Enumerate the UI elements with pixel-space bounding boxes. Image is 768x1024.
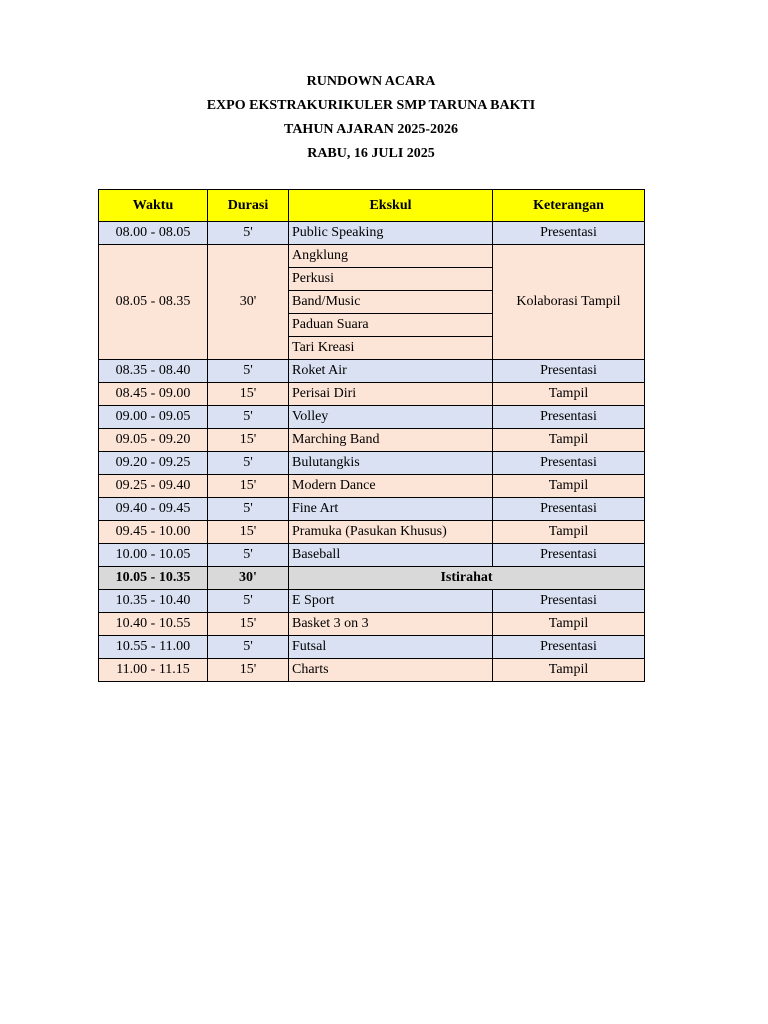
cell-waktu: 09.45 - 10.00 [99,521,208,544]
cell-durasi: 5' [208,636,289,659]
title-line-3: TAHUN AJARAN 2025-2026 [284,122,458,137]
cell-ekskul: Volley [289,406,493,429]
cell-ekskul: Charts [289,659,493,682]
cell-ekskul: Band/Music [289,291,493,314]
cell-waktu: 08.00 - 08.05 [99,222,208,245]
table-row [99,659,645,682]
table-header-row [99,190,645,222]
cell-keterangan: Tampil [493,521,645,544]
table-row [99,613,645,636]
cell-keterangan: Kolaborasi Tampil [493,245,645,360]
cell-ekskul: Tari Kreasi [289,337,493,360]
cell-ekskul: Modern Dance [289,475,493,498]
cell-durasi: 15' [208,475,289,498]
cell-ekskul: Roket Air [289,360,493,383]
cell-waktu: 10.05 - 10.35 [99,567,208,590]
document-title [0,70,742,166]
cell-durasi: 5' [208,590,289,613]
cell-waktu: 10.35 - 10.40 [99,590,208,613]
cell-durasi: 15' [208,429,289,452]
cell-durasi: 5' [208,406,289,429]
cell-ekskul: Basket 3 on 3 [289,613,493,636]
table-row [99,590,645,613]
cell-keterangan: Presentasi [493,360,645,383]
cell-waktu: 11.00 - 11.15 [99,659,208,682]
cell-ekskul: Perkusi [289,268,493,291]
cell-durasi: 15' [208,659,289,682]
table-row [99,544,645,567]
cell-durasi: 5' [208,360,289,383]
cell-ekskul: Fine Art [289,498,493,521]
cell-keterangan: Tampil [493,383,645,406]
table-row [99,429,645,452]
cell-keterangan: Presentasi [493,544,645,567]
cell-keterangan: Presentasi [493,590,645,613]
cell-keterangan: Presentasi [493,222,645,245]
table-row [99,383,645,406]
cell-istirahat: Istirahat [289,567,645,590]
cell-ekskul: E Sport [289,590,493,613]
cell-durasi: 15' [208,521,289,544]
table-row [99,521,645,544]
cell-waktu: 08.35 - 08.40 [99,360,208,383]
table-row [99,498,645,521]
cell-waktu: 09.00 - 09.05 [99,406,208,429]
cell-durasi: 5' [208,222,289,245]
rundown-table [98,189,645,682]
cell-waktu: 09.40 - 09.45 [99,498,208,521]
table-row [99,222,645,245]
table-row [99,636,645,659]
cell-ekskul: Angklung [289,245,493,268]
table-row-break [99,567,645,590]
column-header-keterangan: Keterangan [493,190,645,222]
table-row [99,452,645,475]
title-line-4: RABU, 16 JULI 2025 [307,146,435,161]
cell-waktu: 09.25 - 09.40 [99,475,208,498]
cell-keterangan: Presentasi [493,406,645,429]
cell-waktu: 10.55 - 11.00 [99,636,208,659]
cell-keterangan: Presentasi [493,498,645,521]
cell-waktu: 09.05 - 09.20 [99,429,208,452]
cell-durasi: 5' [208,544,289,567]
cell-keterangan: Tampil [493,613,645,636]
cell-durasi: 30' [208,245,289,360]
cell-ekskul: Perisai Diri [289,383,493,406]
cell-ekskul: Baseball [289,544,493,567]
cell-keterangan: Presentasi [493,452,645,475]
cell-durasi: 15' [208,613,289,636]
table-row [99,406,645,429]
table-row [99,475,645,498]
column-header-waktu: Waktu [99,190,208,222]
cell-durasi: 5' [208,452,289,475]
cell-waktu: 08.05 - 08.35 [99,245,208,360]
cell-keterangan: Tampil [493,659,645,682]
cell-ekskul: Bulutangkis [289,452,493,475]
cell-durasi: 15' [208,383,289,406]
table-row [99,360,645,383]
cell-ekskul: Paduan Suara [289,314,493,337]
cell-ekskul: Pramuka (Pasukan Khusus) [289,521,493,544]
cell-ekskul: Marching Band [289,429,493,452]
cell-keterangan: Tampil [493,429,645,452]
table-row [99,245,645,268]
title-line-2: EXPO EKSTRAKURIKULER SMP TARUNA BAKTI [206,98,536,113]
cell-keterangan: Presentasi [493,636,645,659]
cell-durasi: 5' [208,498,289,521]
cell-waktu: 10.40 - 10.55 [99,613,208,636]
cell-waktu: 09.20 - 09.25 [99,452,208,475]
cell-durasi: 30' [208,567,289,590]
column-header-durasi: Durasi [208,190,289,222]
column-header-ekskul: Ekskul [289,190,493,222]
cell-keterangan: Tampil [493,475,645,498]
cell-waktu: 10.00 - 10.05 [99,544,208,567]
cell-ekskul: Futsal [289,636,493,659]
cell-ekskul: Public Speaking [289,222,493,245]
title-line-1: RUNDOWN ACARA [306,74,436,89]
cell-waktu: 08.45 - 09.00 [99,383,208,406]
